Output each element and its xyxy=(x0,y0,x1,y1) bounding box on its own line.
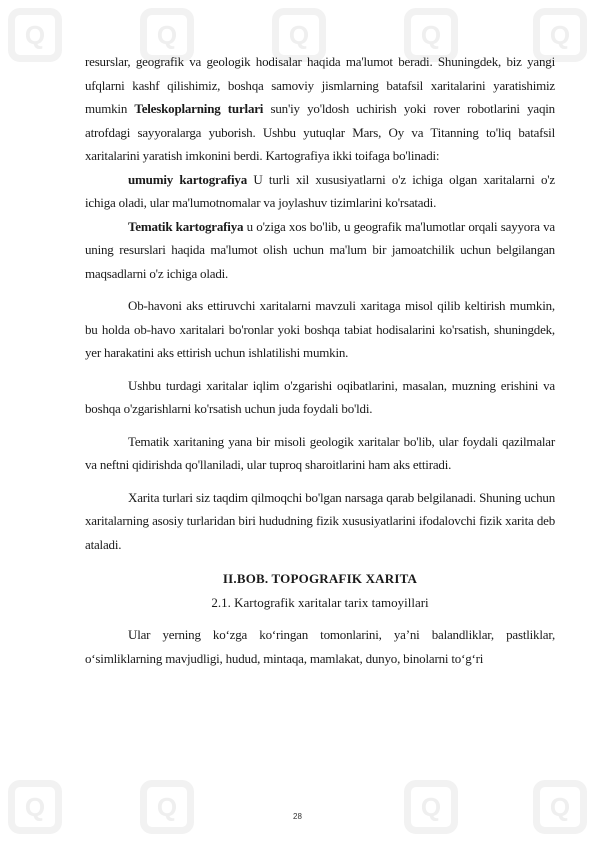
page-body xyxy=(85,50,555,670)
watermark-logo: Q xyxy=(533,8,587,62)
paragraph-general-cartography: umumiy kartografiya U turli xil xususiyatlarni o'z ichiga olgan xaritalarni o'z ichiga oladi, ular ma'lumotnomalar va joylashuv tizimlarini ko'rsatadi. xyxy=(85,171,555,210)
paragraph-telescopes: resurslar, geografik va geologik hodisalar haqida ma'lumot beradi. Shuningdek, biz yangi ufqlarni kashf qilishimiz, boshqa samoviy jismlarning batafsil xaritalarini yaratishimiz mumkin Teleskoplarning turlari sun'iy yo'ldosh uchirish yoki rover robotlarini yaqin atrofdagi sayyoralarga yuborish. Ushbu yutuqlar Mars, Oy va Titanning to'liq batafsil xaritalarini yaratish imkonini berdi. Kartografiya ikki toifaga bo'linadi: xyxy=(85,54,555,163)
bold-term-telescopes: Teleskoplarning turlari xyxy=(134,101,264,116)
watermark-logo: Q xyxy=(404,780,458,834)
watermark-logo: Q xyxy=(140,780,194,834)
bold-term-thematic: Tematik kartografiya xyxy=(128,218,244,234)
chapter-heading: II.BOB. TOPOGRAFIK XARITA xyxy=(222,571,418,586)
paragraph-weather-maps: Ob-havoni aks ettiruvchi xaritalarni mavzuli xaritaga misol qilib keltirish mumkin, bu holda ob-havo xaritalari bo'ronlar yoki boshqa tabiat hodisalarini ko'rsatish, shuningdek, yer harakatini aks ettirish uchun ishlatilishi mumkin. xyxy=(85,298,555,360)
paragraph-thematic-cartography: Tematik kartografiya u o'ziga xos bo'lib, u geografik ma'lumotlar orqali sayyora va uning resurslari haqida ma'lumot olish uchun ma'lum bir jamoatchilik uchun belgilangan maqsadlarni o'z ichiga oladi. xyxy=(85,218,555,281)
watermark-logo: Q xyxy=(140,8,194,62)
paragraph-topographic: Ular yerning ko‘zga ko‘ringan tomonlarini, ya’ni balandliklar, pastliklar, o‘simliklarning mavjudligi, hudud, mintaqa, mamlakat, dunyo, binolarni to‘g‘ri xyxy=(85,627,555,666)
bold-term-general: umumiy kartografiya xyxy=(128,171,248,187)
watermark-logo: Q xyxy=(8,780,62,834)
watermark-logo: Q xyxy=(533,780,587,834)
watermark-logo: Q xyxy=(404,8,458,62)
section-subheading: 2.1. Kartografik xaritalar tarix tamoyillari xyxy=(211,595,429,610)
watermark-logo: Q xyxy=(8,8,62,62)
paragraph-map-types: Xarita turlari siz taqdim qilmoqchi bo'lgan narsaga qarab belgilanadi. Shuning uchun xaritalarning asosiy turlaridan biri hududning fizik xususiyatlarini ifodalovchi fizik xarita deb ataladi. xyxy=(85,489,555,552)
paragraph-geologic-maps: Tematik xaritaning yana bir misoli geologik xaritalar bo'lib, ular foydali qazilmalar va neftni qidirishda qo'llaniladi, ular tuproq sharoitlarini ham aks ettiradi. xyxy=(85,433,555,472)
paragraph-climate-maps: Ushbu turdagi xaritalar iqlim o'zgarishi oqibatlarini, masalan, muzning erishini va boshqa o'zgarishlarni ko'rsatish uchun juda foydali bo'ldi. xyxy=(85,377,555,416)
page-number: 28 xyxy=(293,812,302,821)
watermark-logo: Q xyxy=(272,8,326,62)
